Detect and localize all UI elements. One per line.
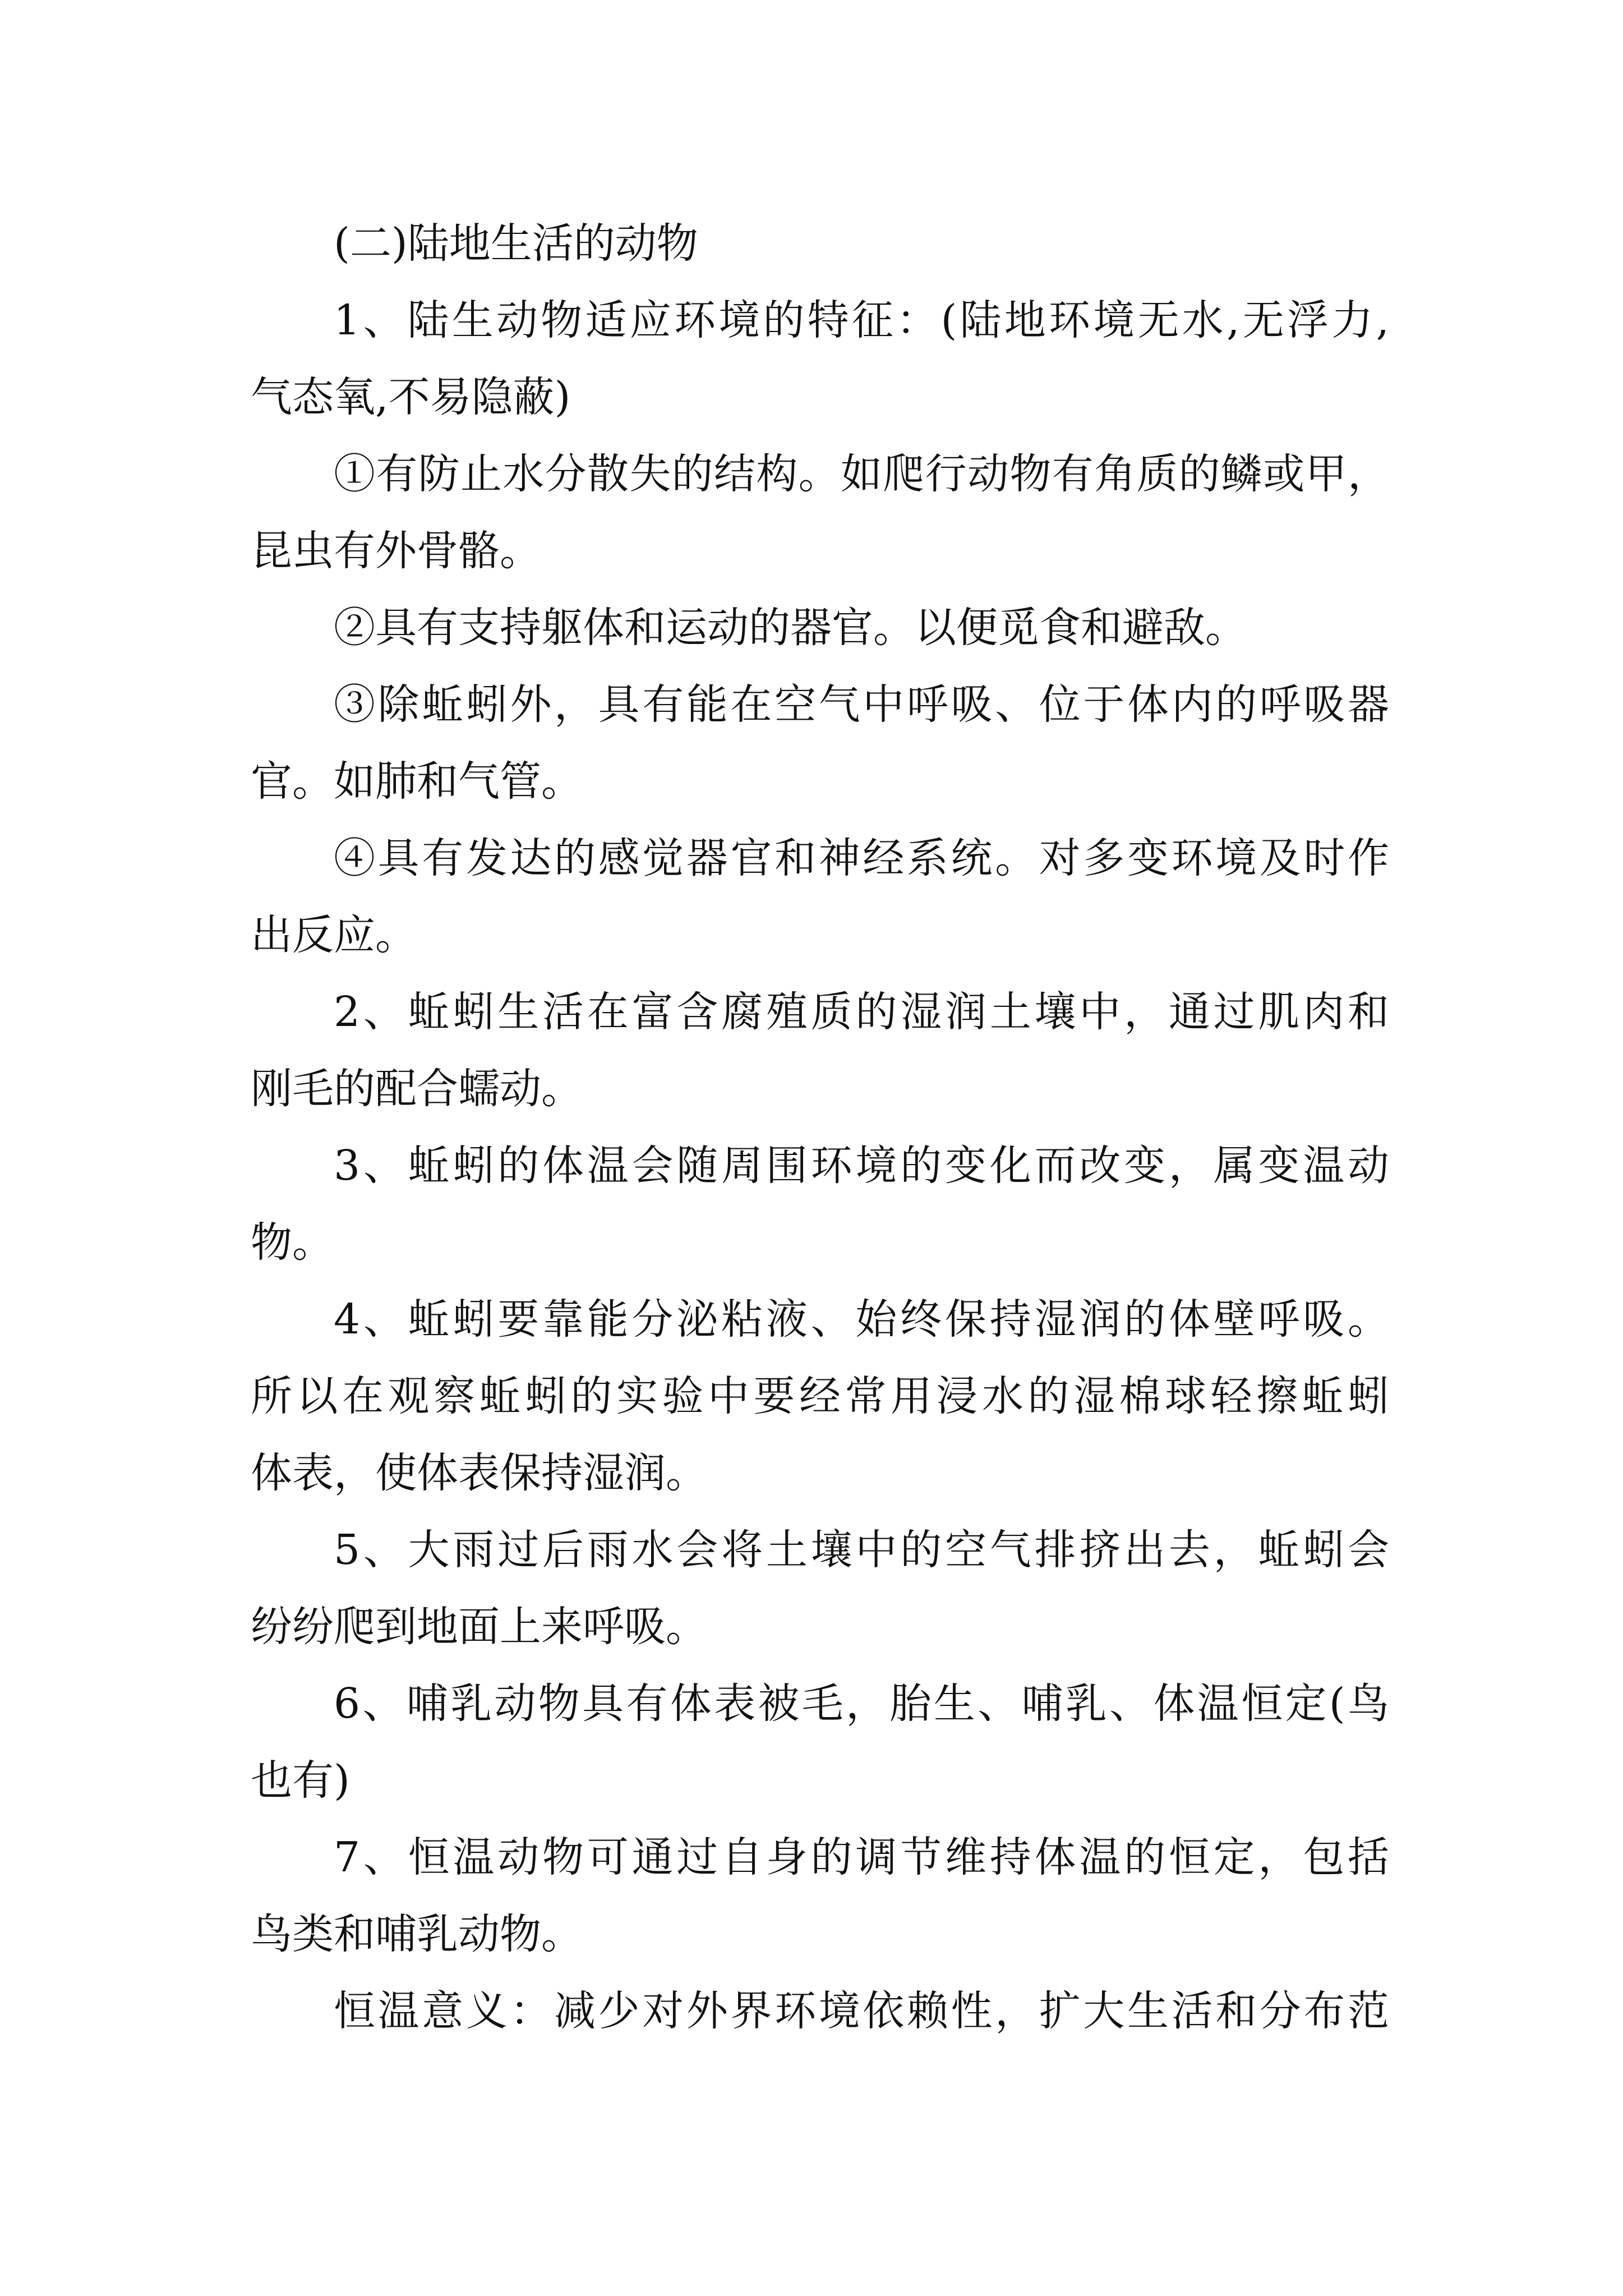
section-heading [251, 205, 1389, 282]
paragraph-line: ③除蚯蚓外，具有能在空气中呼吸、位于体内的呼吸器 [334, 680, 1389, 729]
paragraph-4 [251, 1281, 1389, 1512]
paragraph-5 [251, 1512, 1389, 1665]
paragraph-line: 1、陆生动物适应环境的特征：(陆地环境无水,无浮力, [334, 296, 1389, 344]
paragraph-item-1 [251, 436, 1389, 590]
paragraph-7 [251, 1819, 1389, 1973]
paragraph-line: 物。 [251, 1218, 334, 1267]
paragraph-line: 鸟类和哺乳动物。 [251, 1910, 583, 1958]
paragraph-line: 体表，使体表保持湿润。 [251, 1449, 707, 1497]
section-heading-text: (二)陆地生活的动物 [334, 219, 698, 268]
paragraph-item-4 [251, 820, 1389, 974]
paragraph-1 [251, 282, 1389, 436]
paragraph-line: ①有防止水分散失的结构。如爬行动物有角质的鳞或甲， [334, 450, 1389, 498]
document-body [251, 205, 1389, 2050]
paragraph-line: 昆虫有外骨骼。 [251, 527, 541, 575]
paragraph-line: 2、蚯蚓生活在富含腐殖质的湿润土壤中，通过肌肉和 [334, 988, 1389, 1036]
paragraph-line: 也有) [251, 1756, 350, 1805]
paragraph-line: 3、蚯蚓的体温会随周围环境的变化而改变，属变温动 [334, 1142, 1389, 1190]
paragraph-line: 官。如肺和气管。 [251, 757, 583, 806]
paragraph-line: 4、蚯蚓要靠能分泌粘液、始终保持湿润的体壁呼吸。 [334, 1295, 1389, 1343]
paragraph-line: 5、大雨过后雨水会将土壤中的空气排挤出去，蚯蚓会 [334, 1526, 1389, 1574]
paragraph-item-2 [251, 590, 1389, 666]
paragraph-line: 7、恒温动物可通过自身的调节维持体温的恒定，包括 [334, 1833, 1389, 1881]
paragraph-line: 刚毛的配合蠕动。 [251, 1065, 583, 1113]
paragraph-line: 气态氧,不易隐蔽) [251, 373, 571, 421]
paragraph-line: ④具有发达的感觉器官和神经系统。对多变环境及时作 [334, 834, 1389, 882]
paragraph-item-3 [251, 666, 1389, 820]
paragraph-3 [251, 1128, 1389, 1281]
paragraph-line: 恒温意义：减少对外界环境依赖性，扩大生活和分布范 [334, 1987, 1389, 2035]
paragraph-line: 所以在观察蚯蚓的实验中要经常用浸水的湿棉球轻擦蚯蚓 [251, 1372, 1389, 1420]
paragraph-6 [251, 1665, 1389, 1819]
paragraph-line: 纷纷爬到地面上来呼吸。 [251, 1603, 707, 1651]
paragraph-significance [251, 1973, 1389, 2050]
paragraph-line: ②具有支持躯体和运动的器官。以便觅食和避敌。 [334, 604, 1247, 652]
paragraph-2 [251, 974, 1389, 1128]
paragraph-line: 6、哺乳动物具有体表被毛，胎生、哺乳、体温恒定(鸟 [334, 1680, 1389, 1728]
paragraph-line: 出反应。 [251, 911, 417, 959]
